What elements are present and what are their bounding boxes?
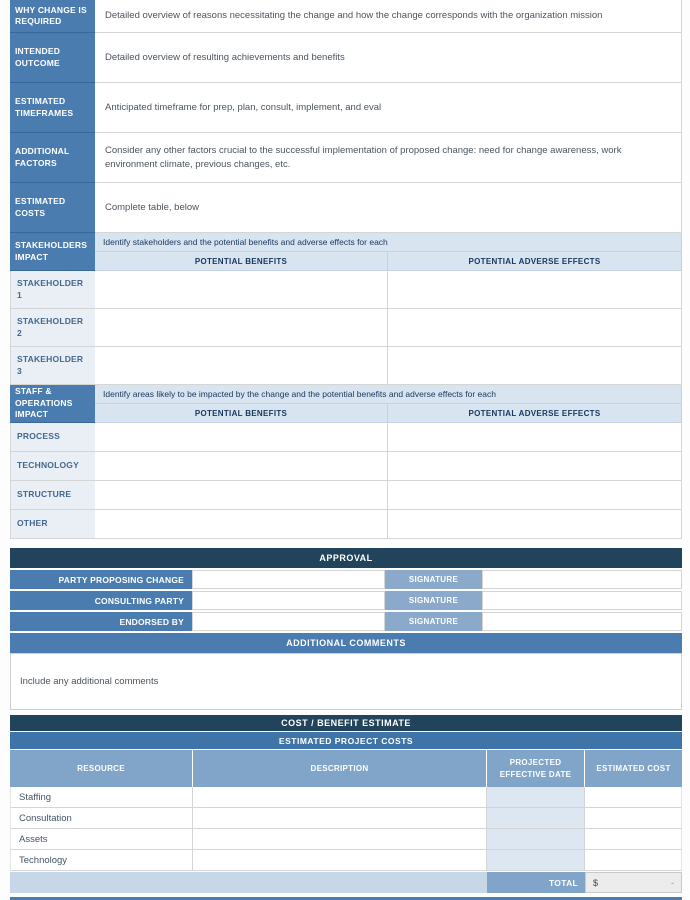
benefits-input-cell[interactable] bbox=[95, 347, 388, 385]
resource-name: Assets bbox=[10, 829, 193, 850]
adverse-effects-input-cell[interactable] bbox=[388, 452, 682, 481]
table-row bbox=[10, 347, 682, 385]
total-row-spacer bbox=[10, 872, 487, 893]
adverse-effects-input-cell[interactable] bbox=[388, 481, 682, 510]
benefits-input-cell[interactable] bbox=[95, 271, 388, 309]
column-header-potential-benefits: POTENTIAL BENEFITS bbox=[95, 252, 388, 271]
adverse-effects-input-cell[interactable] bbox=[388, 271, 682, 309]
benefits-input-cell[interactable] bbox=[95, 510, 388, 539]
row-label-other: OTHER bbox=[10, 510, 95, 539]
table-row bbox=[10, 423, 682, 452]
signature-input-cell[interactable] bbox=[482, 612, 682, 631]
column-header-potential-benefits: POTENTIAL BENEFITS bbox=[95, 404, 388, 423]
projected-date-input-cell[interactable] bbox=[487, 850, 585, 871]
additional-comments-input[interactable]: Include any additional comments bbox=[10, 653, 682, 710]
estimated-project-costs-subtitle: ESTIMATED PROJECT COSTS bbox=[10, 732, 682, 749]
row-label-consulting-party: CONSULTING PARTY bbox=[10, 591, 192, 610]
adverse-effects-input-cell[interactable] bbox=[388, 510, 682, 539]
section-instruction: Identify areas likely to be impacted by the change and the potential benefits and adverse effects for each bbox=[95, 385, 682, 404]
row-label-stakeholder-3: STAKEHOLDER 3 bbox=[10, 347, 95, 385]
resource-name: Consultation bbox=[10, 808, 193, 829]
table-row bbox=[10, 183, 682, 233]
total-label: TOTAL bbox=[487, 872, 585, 893]
row-description-field[interactable]: Consider any other factors crucial to the successful implementation of proposed change: need for change awareness, work environment climate, previous changes, etc. bbox=[95, 133, 682, 183]
table-row bbox=[10, 83, 682, 133]
table-row bbox=[10, 787, 682, 808]
table-row bbox=[10, 33, 682, 83]
table-row bbox=[10, 829, 682, 850]
row-description-field[interactable]: Complete table, below bbox=[95, 183, 682, 233]
signature-label: SIGNATURE bbox=[385, 570, 482, 589]
section-header-row bbox=[10, 233, 682, 271]
table-row bbox=[10, 808, 682, 829]
section-label-stakeholders-impact: STAKEHOLDERS IMPACT bbox=[10, 233, 95, 271]
row-label-technology: TECHNOLOGY bbox=[10, 452, 95, 481]
table-row bbox=[10, 591, 682, 610]
total-amount-cell[interactable] bbox=[585, 872, 682, 893]
cost-table-header-row bbox=[10, 750, 682, 787]
table-row bbox=[10, 0, 682, 33]
row-label-endorsed-by: ENDORSED BY bbox=[10, 612, 192, 631]
adverse-effects-input-cell[interactable] bbox=[388, 347, 682, 385]
benefits-input-cell[interactable] bbox=[95, 423, 388, 452]
table-row bbox=[10, 570, 682, 589]
estimated-cost-input-cell[interactable] bbox=[585, 829, 682, 850]
stakeholders-impact-section bbox=[10, 233, 682, 385]
estimated-cost-input-cell[interactable] bbox=[585, 808, 682, 829]
table-row bbox=[10, 612, 682, 631]
column-header-potential-adverse-effects: POTENTIAL ADVERSE EFFECTS bbox=[388, 404, 682, 423]
projected-date-input-cell[interactable] bbox=[487, 808, 585, 829]
name-input-cell[interactable] bbox=[192, 570, 385, 589]
column-header-description: DESCRIPTION bbox=[193, 750, 487, 787]
signature-input-cell[interactable] bbox=[482, 591, 682, 610]
column-header-resource: RESOURCE bbox=[10, 750, 193, 787]
row-description-field[interactable]: Detailed overview of resulting achievements and benefits bbox=[95, 33, 682, 83]
projected-date-input-cell[interactable] bbox=[487, 829, 585, 850]
row-label-process: PROCESS bbox=[10, 423, 95, 452]
projected-date-input-cell[interactable] bbox=[487, 787, 585, 808]
staff-operations-impact-section bbox=[10, 385, 682, 539]
table-row bbox=[10, 510, 682, 539]
row-label-additional-factors: ADDITIONAL FACTORS bbox=[10, 133, 95, 183]
table-row bbox=[10, 452, 682, 481]
approval-section-title: APPROVAL bbox=[10, 548, 682, 568]
signature-input-cell[interactable] bbox=[482, 570, 682, 589]
additional-comments-title: ADDITIONAL COMMENTS bbox=[10, 633, 682, 653]
table-row bbox=[10, 850, 682, 871]
overview-table bbox=[10, 0, 682, 233]
approval-section bbox=[10, 548, 682, 710]
signature-label: SIGNATURE bbox=[385, 612, 482, 631]
signature-label: SIGNATURE bbox=[385, 591, 482, 610]
row-label-stakeholder-2: STAKEHOLDER 2 bbox=[10, 309, 95, 347]
benefits-input-cell[interactable] bbox=[95, 452, 388, 481]
row-label-estimated-timeframes: ESTIMATED TIMEFRAMES bbox=[10, 83, 95, 133]
name-input-cell[interactable] bbox=[192, 612, 385, 631]
adverse-effects-input-cell[interactable] bbox=[388, 423, 682, 452]
column-header-estimated-cost: ESTIMATED COST bbox=[585, 750, 682, 787]
estimated-cost-input-cell[interactable] bbox=[585, 787, 682, 808]
description-input-cell[interactable] bbox=[193, 787, 487, 808]
total-row bbox=[10, 872, 682, 893]
benefits-input-cell[interactable] bbox=[95, 481, 388, 510]
row-description-field[interactable]: Detailed overview of reasons necessitating the change and how the change corresponds with the organization mission bbox=[95, 0, 682, 33]
column-header-potential-adverse-effects: POTENTIAL ADVERSE EFFECTS bbox=[388, 252, 682, 271]
row-label-estimated-costs: ESTIMATED COSTS bbox=[10, 183, 95, 233]
section-instruction: Identify stakeholders and the potential benefits and adverse effects for each bbox=[95, 233, 682, 252]
resource-name: Technology bbox=[10, 850, 193, 871]
cost-benefit-section bbox=[10, 715, 682, 893]
section-header-row bbox=[10, 385, 682, 423]
table-row bbox=[10, 309, 682, 347]
description-input-cell[interactable] bbox=[193, 808, 487, 829]
row-label-party-proposing-change: PARTY PROPOSING CHANGE bbox=[10, 570, 192, 589]
row-label-structure: STRUCTURE bbox=[10, 481, 95, 510]
table-row bbox=[10, 481, 682, 510]
adverse-effects-input-cell[interactable] bbox=[388, 309, 682, 347]
cost-benefit-title: COST / BENEFIT ESTIMATE bbox=[10, 715, 682, 731]
name-input-cell[interactable] bbox=[192, 591, 385, 610]
estimated-cost-input-cell[interactable] bbox=[585, 850, 682, 871]
row-label-intended-outcome: INTENDED OUTCOME bbox=[10, 33, 95, 83]
description-input-cell[interactable] bbox=[193, 850, 487, 871]
currency-symbol: $ bbox=[593, 877, 599, 888]
row-description-field[interactable]: Anticipated timeframe for prep, plan, consult, implement, and eval bbox=[95, 83, 682, 133]
column-header-projected-effective-date: PROJECTED EFFECTIVE DATE bbox=[487, 750, 585, 787]
description-input-cell[interactable] bbox=[193, 829, 487, 850]
section-label-staff-operations-impact: STAFF & OPERATIONS IMPACT bbox=[10, 385, 95, 423]
total-value: - bbox=[671, 877, 674, 888]
resource-name: Staffing bbox=[10, 787, 193, 808]
benefits-input-cell[interactable] bbox=[95, 309, 388, 347]
table-row bbox=[10, 133, 682, 183]
row-label-why-change: WHY CHANGE IS REQUIRED bbox=[10, 0, 95, 33]
row-label-stakeholder-1: STAKEHOLDER 1 bbox=[10, 271, 95, 309]
table-row bbox=[10, 271, 682, 309]
